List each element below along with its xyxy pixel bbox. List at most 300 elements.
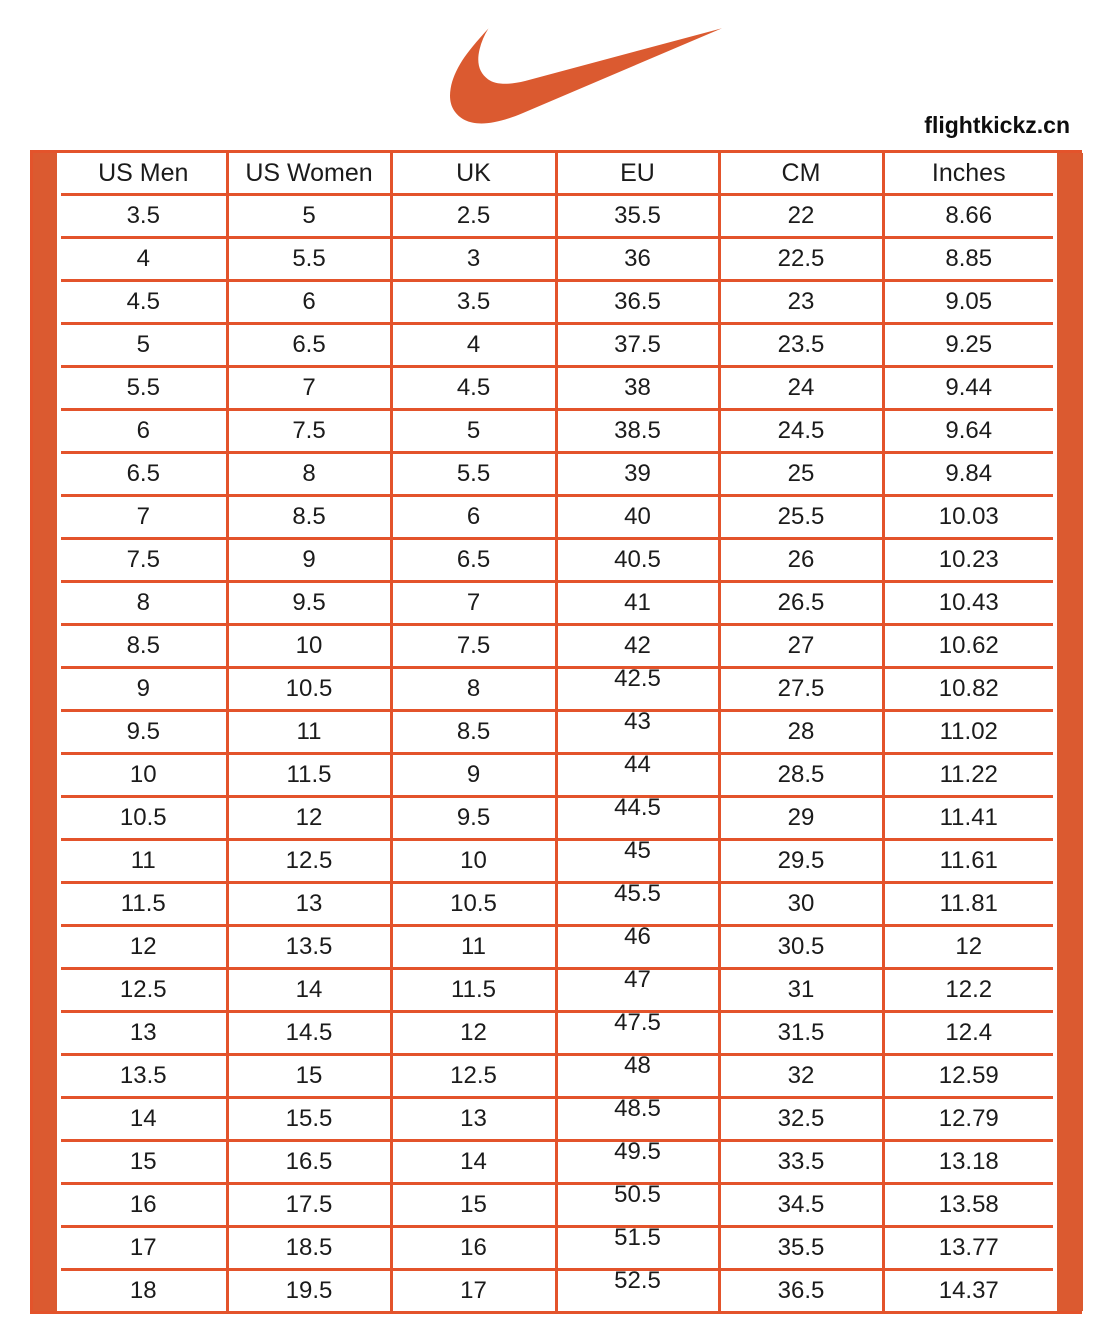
table-cell [227,625,391,668]
cell-value: 9.5 [292,589,326,616]
table-cell [556,1138,719,1184]
cell-value: 35.5 [614,202,661,229]
cell-value: 5.5 [126,374,160,401]
cell-value: 4.5 [456,374,491,401]
table-cell [719,324,883,367]
cell-value: 12 [129,933,157,960]
cell-value: 14 [129,1105,157,1132]
cell-value: 16.5 [285,1148,333,1175]
table-cell [61,926,227,969]
table-cell [883,1227,1053,1270]
cell-value: 13.5 [119,1062,167,1089]
table-cell [556,1267,719,1312]
cell-value: 6 [466,503,481,530]
cell-value: 11.02 [939,718,998,745]
cell-value: 38 [624,374,651,401]
cell-value: 44.5 [614,794,661,821]
cell-value: 11.5 [120,890,166,917]
cell-value: 12 [955,933,983,960]
table-cell [61,711,227,754]
cell-value: 48 [624,1052,651,1079]
table-cell [883,926,1053,969]
table-cell [719,969,883,1012]
table-cell [391,195,556,238]
table-cell [61,625,227,668]
table-cell [883,840,1053,883]
table-cell [883,281,1053,324]
table-cell [227,969,391,1012]
table-cell [883,539,1053,582]
cell-value: 3 [466,245,481,272]
cell-value: 36.5 [614,288,661,315]
table-cell [556,367,719,410]
table-row [61,410,1053,453]
table-cell [227,453,391,496]
table-row [61,1055,1053,1098]
table-row [61,238,1053,281]
cell-value: 31 [787,976,815,1003]
cell-value: 7.5 [292,417,326,444]
table-row [61,711,1053,754]
page-header [0,0,1100,150]
cell-value: 10.82 [938,675,999,702]
cell-value: 11 [296,718,322,745]
table-cell [883,195,1053,238]
cell-value: 12.4 [945,1019,993,1046]
cell-value: 12.5 [119,976,167,1003]
table-cell [227,797,391,840]
right-accent-bar [1057,153,1083,1311]
cell-value: 7 [302,374,316,401]
table-cell [719,840,883,883]
table-cell [227,324,391,367]
cell-value: 44 [624,751,651,778]
table-cell [61,496,227,539]
column-header: Inches [883,153,1053,195]
cell-value: 29 [787,804,815,831]
cell-value: 36.5 [777,1277,825,1304]
cell-value: 25 [787,460,815,487]
table-cell [719,238,883,281]
cell-value: 50.5 [614,1181,661,1208]
table-cell [391,840,556,883]
table-cell [719,1141,883,1184]
cell-value: 10.5 [285,675,333,702]
cell-value: 10.5 [450,890,497,917]
cell-value: 35.5 [777,1234,825,1261]
table-cell [883,582,1053,625]
cell-value: 6 [302,288,316,315]
cell-value: 16 [129,1191,157,1218]
table-cell [391,625,556,668]
table-cell [719,195,883,238]
cell-value: 18.5 [285,1234,333,1261]
table-cell [227,195,391,238]
table-cell [391,969,556,1012]
table-cell [227,1184,391,1227]
table-cell [556,410,719,453]
table-cell [719,1098,883,1141]
size-table-frame [30,150,1082,1314]
cell-value: 5 [136,331,150,358]
table-row [61,754,1053,797]
cell-value: 9.25 [945,331,993,358]
table-row [61,281,1053,324]
table-cell [227,1098,391,1141]
table-cell [227,1227,391,1270]
cell-value: 47.5 [614,1009,661,1036]
table-cell [61,238,227,281]
cell-value: 30.5 [777,933,825,960]
cell-value: 48.5 [614,1095,661,1122]
table-cell [556,453,719,496]
table-cell [227,711,391,754]
table-cell [227,582,391,625]
table-cell [719,1055,883,1098]
cell-value: 26 [787,546,815,573]
table-cell [391,1012,556,1055]
table-cell [227,1270,391,1312]
table-cell [883,797,1053,840]
cell-value: 40.5 [614,546,661,573]
cell-value: 7 [136,503,150,530]
cell-value: 52.5 [614,1267,661,1294]
table-cell [61,453,227,496]
cell-value: 14.5 [285,1019,333,1046]
table-cell [556,625,719,668]
table-cell [719,625,883,668]
table-row [61,840,1053,883]
table-cell [227,1141,391,1184]
table-cell [883,711,1053,754]
table-cell [391,324,556,367]
table-cell [883,754,1053,797]
table-cell [391,1227,556,1270]
table-cell [61,324,227,367]
cell-value: 18 [129,1277,157,1304]
cell-value: 9.84 [945,460,993,487]
cell-value: 31.5 [777,1019,825,1046]
cell-value: 13.58 [938,1191,999,1218]
table-row [61,797,1053,840]
cell-value: 22 [787,202,815,229]
cell-value: 9 [302,546,316,573]
cell-value: 10.62 [938,632,999,659]
table-cell [391,539,556,582]
table-row [61,969,1053,1012]
table-cell [391,1184,556,1227]
table-cell [556,751,719,797]
table-cell [61,1141,227,1184]
table-cell [556,880,719,926]
cell-value: 49.5 [614,1138,661,1165]
table-cell [556,923,719,969]
table-cell [719,883,883,926]
cell-value: 24 [787,374,815,401]
cell-value: 14 [295,976,323,1003]
column-header: US Women [227,153,391,195]
column-header: US Men [61,153,227,195]
table-row [61,668,1053,711]
cell-value: 40 [624,503,651,530]
cell-value: 25.5 [777,503,825,530]
cell-value: 11 [461,933,486,960]
cell-value: 45.5 [614,880,661,907]
cell-value: 9 [136,675,150,702]
cell-value: 8.5 [292,503,326,530]
cell-value: 11.5 [451,976,496,1003]
cell-value: 9.44 [945,374,993,401]
cell-value: 6 [136,417,150,444]
cell-value: 19.5 [285,1277,333,1304]
cell-value: 11.61 [939,847,998,874]
cell-value: 28.5 [777,761,825,788]
table-cell [556,539,719,582]
table-cell [227,840,391,883]
table-cell [883,1012,1053,1055]
table-row [61,1098,1053,1141]
cell-value: 13 [129,1019,157,1046]
table-cell [719,582,883,625]
table-row [61,1141,1053,1184]
table-row [61,883,1053,926]
cell-value: 42.5 [614,665,661,692]
table-cell [883,668,1053,711]
table-cell [883,238,1053,281]
table-cell [391,410,556,453]
cell-value: 13.5 [285,933,333,960]
table-row [61,453,1053,496]
table-cell [883,410,1053,453]
cell-value: 8.66 [945,202,993,229]
table-cell [719,926,883,969]
cell-value: 8.85 [945,245,993,272]
cell-value: 45 [624,837,651,864]
table-cell [556,1181,719,1227]
cell-value: 10.5 [119,804,167,831]
table-cell [61,969,227,1012]
table-cell [391,883,556,926]
table-cell [883,1141,1053,1184]
table-cell [719,1227,883,1270]
table-cell [61,1270,227,1312]
table-cell [556,1224,719,1270]
table-cell [883,453,1053,496]
table-cell [391,668,556,711]
cell-value: 4.5 [126,288,160,315]
table-cell [391,496,556,539]
cell-value: 29.5 [777,847,825,874]
table-cell [61,281,227,324]
cell-value: 5 [466,417,481,444]
cell-value: 8 [466,675,481,702]
column-header: CM [719,153,883,195]
cell-value: 10 [460,847,487,874]
cell-value: 11 [130,847,156,874]
table-cell [391,754,556,797]
cell-value: 8.5 [126,632,160,659]
cell-value: 14 [460,1148,487,1175]
table-row [61,1270,1053,1312]
table-cell [61,1055,227,1098]
table-cell [391,1098,556,1141]
cell-value: 23.5 [777,331,825,358]
cell-value: 12 [460,1019,487,1046]
left-accent-bar [33,153,57,1311]
cell-value: 15 [460,1191,487,1218]
table-row [61,1184,1053,1227]
table-cell [61,883,227,926]
table-cell [556,324,719,367]
table-row [61,1012,1053,1055]
cell-value: 8.5 [456,718,491,745]
table-cell [391,281,556,324]
table-row [61,367,1053,410]
cell-value: 9.5 [456,804,491,831]
table-cell [227,883,391,926]
table-cell [556,238,719,281]
cell-value: 5 [302,202,316,229]
cell-value: 32.5 [777,1105,825,1132]
table-cell [556,195,719,238]
cell-value: 12.79 [938,1105,999,1132]
cell-value: 37.5 [614,331,661,358]
cell-value: 22.5 [777,245,825,272]
table-cell [719,539,883,582]
table-cell [556,582,719,625]
table-cell [556,708,719,754]
cell-value: 10 [129,761,157,788]
table-row [61,195,1053,238]
table-cell [227,238,391,281]
cell-value: 12.2 [945,976,993,1003]
table-cell [556,665,719,711]
table-cell [556,837,719,883]
table-cell [61,195,227,238]
table-cell [227,281,391,324]
table-cell [227,1055,391,1098]
table-cell [556,496,719,539]
cell-value: 39 [624,460,651,487]
cell-value: 6.5 [292,331,326,358]
nike-swoosh-icon [450,28,722,124]
column-header: UK [391,153,556,195]
table-cell [61,840,227,883]
table-cell [719,1270,883,1312]
table-cell [719,668,883,711]
cell-value: 17 [129,1234,157,1261]
table-cell [719,711,883,754]
table-cell [719,1184,883,1227]
table-cell [883,625,1053,668]
cell-value: 14.37 [938,1277,999,1304]
table-cell [556,281,719,324]
table-cell [227,539,391,582]
table-cell [391,238,556,281]
table-row [61,324,1053,367]
table-cell [883,1270,1053,1312]
cell-value: 41 [624,589,651,616]
table-cell [391,797,556,840]
table-cell [61,797,227,840]
table-cell [391,582,556,625]
table-cell [227,410,391,453]
cell-value: 7.5 [456,632,491,659]
cell-value: 30 [787,890,815,917]
cell-value: 9.64 [945,417,993,444]
cell-value: 11.22 [939,761,998,788]
cell-value: 26.5 [777,589,825,616]
cell-value: 11.5 [286,761,332,788]
cell-value: 7.5 [126,546,160,573]
table-cell [227,1012,391,1055]
table-cell [227,926,391,969]
cell-value: 42 [624,632,651,659]
table-cell [556,966,719,1012]
cell-value: 32 [787,1062,815,1089]
table-cell [61,754,227,797]
table-cell [719,367,883,410]
table-cell [61,410,227,453]
cell-value: 34.5 [777,1191,825,1218]
table-cell [719,496,883,539]
table-cell [391,711,556,754]
cell-value: 3.5 [126,202,160,229]
table-row [61,625,1053,668]
table-cell [883,1184,1053,1227]
cell-value: 23 [787,288,815,315]
table-cell [883,496,1053,539]
size-conversion-table [61,153,1053,1311]
cell-value: 24.5 [777,417,825,444]
table-cell [391,453,556,496]
table-cell [883,367,1053,410]
cell-value: 2.5 [456,202,491,229]
cell-value: 13.77 [938,1234,999,1261]
cell-value: 12.5 [285,847,333,874]
cell-value: 33.5 [777,1148,825,1175]
cell-value: 13 [460,1105,487,1132]
table-cell [227,367,391,410]
table-cell [556,1009,719,1055]
table-row [61,926,1053,969]
cell-value: 9 [466,761,481,788]
cell-value: 9.05 [945,288,993,315]
table-cell [556,1052,719,1098]
table-cell [719,410,883,453]
cell-value: 4 [466,331,481,358]
cell-value: 6.5 [456,546,491,573]
table-cell [719,1012,883,1055]
table-cell [61,668,227,711]
table-row [61,582,1053,625]
table-cell [227,754,391,797]
table-cell [391,1141,556,1184]
table-row [61,539,1053,582]
table-cell [719,453,883,496]
cell-value: 10.23 [938,546,999,573]
cell-value: 36 [624,245,651,272]
table-cell [61,1012,227,1055]
cell-value: 11.41 [939,804,998,831]
cell-value: 10 [295,632,323,659]
table-cell [61,582,227,625]
table-cell [883,969,1053,1012]
cell-value: 27.5 [777,675,825,702]
cell-value: 15 [129,1148,157,1175]
cell-value: 11.81 [939,890,998,917]
cell-value: 43 [624,708,651,735]
